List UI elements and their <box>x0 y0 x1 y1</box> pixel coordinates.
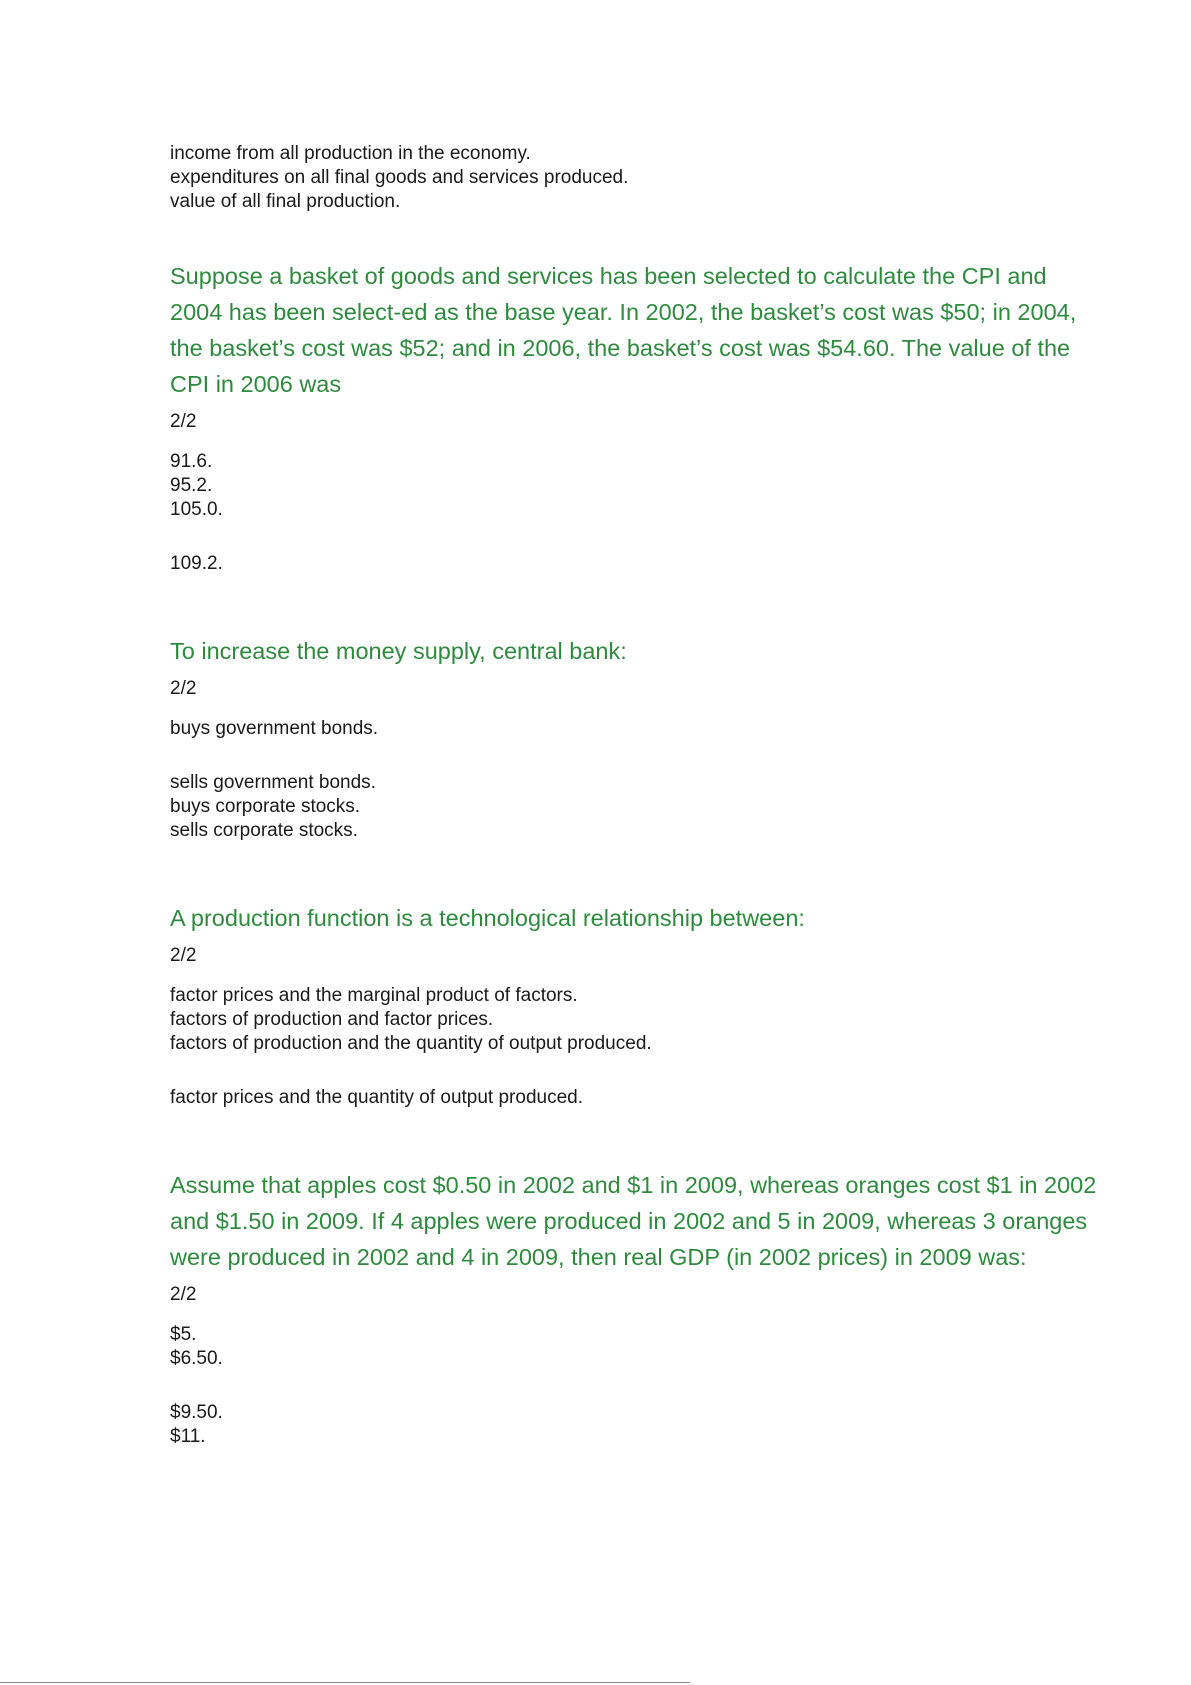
question-1-option-2: 95.2. <box>170 475 213 496</box>
question-3-option-4: factor prices and the quantity of output produced. <box>170 1087 583 1108</box>
question-4-option-4: $11. <box>170 1426 206 1447</box>
question-3-text: A production function is a technological relationship between: <box>170 905 805 931</box>
page-bottom-rule <box>0 1682 690 1683</box>
question-2-text: To increase the money supply, central bank: <box>170 638 627 664</box>
intro-option-1: income from all production in the economy. <box>170 143 531 164</box>
question-3-option-1: factor prices and the marginal product of factors. <box>170 985 578 1006</box>
question-2-option-1: buys government bonds. <box>170 718 379 739</box>
question-1-option-4: 109.2. <box>170 553 223 574</box>
question-2-score: 2/2 <box>170 678 197 699</box>
question-3-option-2: factors of production and factor prices. <box>170 1009 494 1030</box>
question-4-text: Assume that apples cost $0.50 in 2002 and $1 in 2009, whereas oranges cost $1 in 2002 and $1.50 in 2009. If 4 apples were produced in 2002 and 5 in 2009, whereas 3 oranges were produced in 2002 and 4 in 2009, then real GDP (in 2002 prices) in 2009 was: <box>170 1172 1097 1270</box>
document-content <box>170 142 1100 1449</box>
question-4-option-3: $9.50. <box>170 1402 223 1423</box>
question-1-option-3: 105.0. <box>170 499 223 520</box>
question-3-option-3: factors of production and the quantity of output produced. <box>170 1033 652 1054</box>
question-4-score: 2/2 <box>170 1284 197 1305</box>
question-1-text: Suppose a basket of goods and services has been selected to calculate the CPI and 2004 has been select-ed as the base year. In 2002, the basket’s cost was $50; in 2004, the basket’s cost was $52; and in 2006, the basket’s cost was $54.60. The value of the CPI in 2006 was <box>170 263 1077 397</box>
question-3-score: 2/2 <box>170 945 197 966</box>
intro-option-3: value of all final production. <box>170 191 401 212</box>
question-4-option-1: $5. <box>170 1324 197 1345</box>
question-1-score: 2/2 <box>170 411 197 432</box>
question-4-option-2: $6.50. <box>170 1348 223 1369</box>
question-2-option-3: buys corporate stocks. <box>170 796 361 817</box>
question-1-option-1: 91.6. <box>170 451 213 472</box>
question-2-option-4: sells corporate stocks. <box>170 820 358 841</box>
question-2-option-2: sells government bonds. <box>170 772 376 793</box>
intro-option-2: expenditures on all final goods and services produced. <box>170 167 629 188</box>
